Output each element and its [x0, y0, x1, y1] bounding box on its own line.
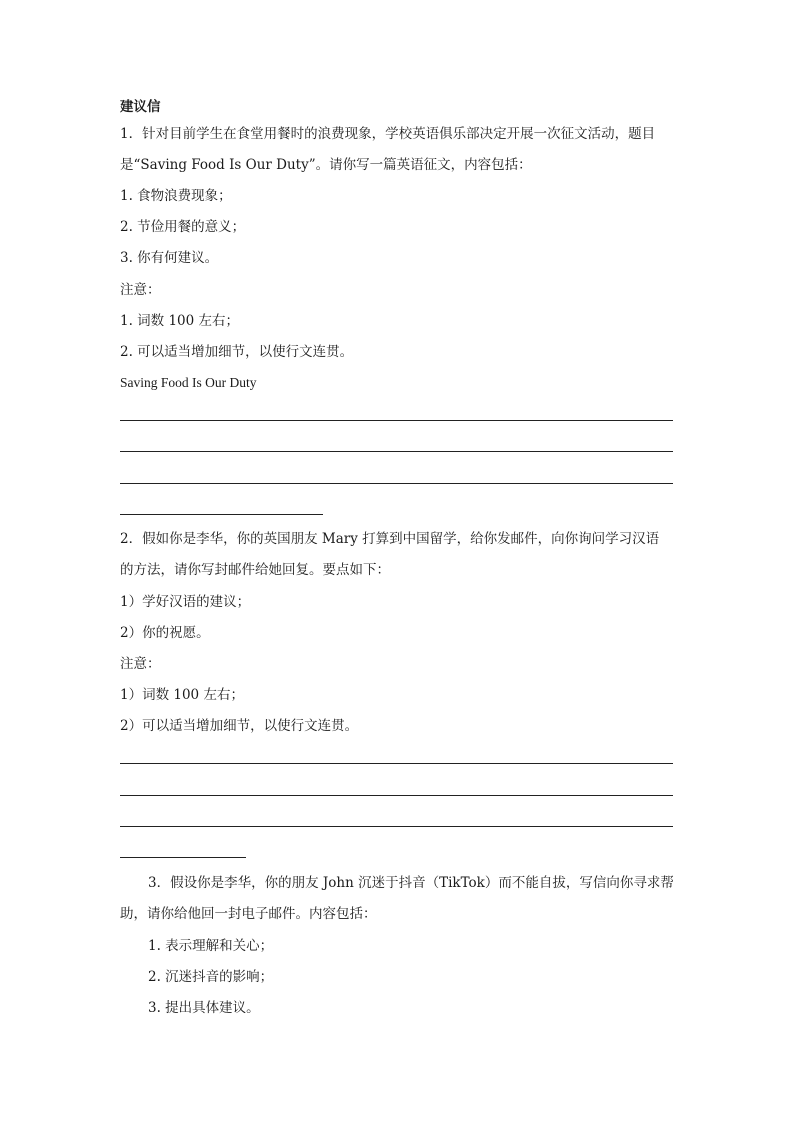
- q3-prompt-line-2: 助，请你给他回一封电子邮件。内容包括：: [120, 906, 377, 922]
- section-heading: 建议信: [120, 99, 161, 115]
- q2-answer-line-1: [120, 763, 673, 764]
- q1-answer-line-1: [120, 420, 673, 421]
- q1-point-2: 2. 节俭用餐的意义；: [120, 219, 246, 235]
- q2-answer-line-2: [120, 795, 673, 796]
- q1-point-3: 3. 你有何建议。: [120, 250, 219, 266]
- q3-point-1: 1. 表示理解和关心；: [148, 938, 274, 954]
- q2-note-1: 1）词数 100 左右；: [120, 687, 244, 703]
- q2-answer-line-3: [120, 826, 673, 827]
- q1-prompt-line-2: 是“Saving Food Is Our Duty”。请你写一篇英语征文，内容包括：: [120, 157, 532, 173]
- q1-prompt-line-1: 1．针对目前学生在食堂用餐时的浪费现象，学校英语俱乐部决定开展一次征文活动，题目: [120, 126, 656, 142]
- q3-point-3: 3. 提出具体建议。: [148, 1000, 260, 1016]
- q1-point-1: 1. 食物浪费现象；: [120, 188, 232, 204]
- q1-answer-line-4: [120, 514, 323, 515]
- q1-answer-line-3: [120, 483, 673, 484]
- q1-note-1: 1. 词数 100 左右；: [120, 313, 240, 329]
- q2-prompt-line-2: 的方法，请你写封邮件给她回复。要点如下：: [120, 562, 390, 578]
- q2-prompt-line-1: 2．假如你是李华，你的英国朋友 Mary 打算到中国留学，给你发邮件，向你询问学习汉语: [120, 531, 660, 547]
- q2-point-2: 2）你的祝愿。: [120, 625, 210, 641]
- q1-note-label: 注意：: [120, 282, 161, 298]
- q1-note-2: 2. 可以适当增加细节，以使行文连贯。: [120, 344, 354, 360]
- q2-note-2: 2）可以适当增加细节，以使行文连贯。: [120, 718, 359, 734]
- q1-essay-title: Saving Food Is Our Duty: [120, 375, 257, 390]
- q1-answer-line-2: [120, 451, 673, 452]
- q2-answer-line-4: [120, 857, 246, 858]
- q2-note-label: 注意：: [120, 656, 161, 672]
- q3-prompt-line-1: 3．假设你是李华，你的朋友 John 沉迷于抖音（TikTok）而不能自拔，写信向你寻求帮: [148, 875, 674, 891]
- q2-point-1: 1）学好汉语的建议；: [120, 594, 251, 610]
- q3-point-2: 2. 沉迷抖音的影响；: [148, 969, 274, 985]
